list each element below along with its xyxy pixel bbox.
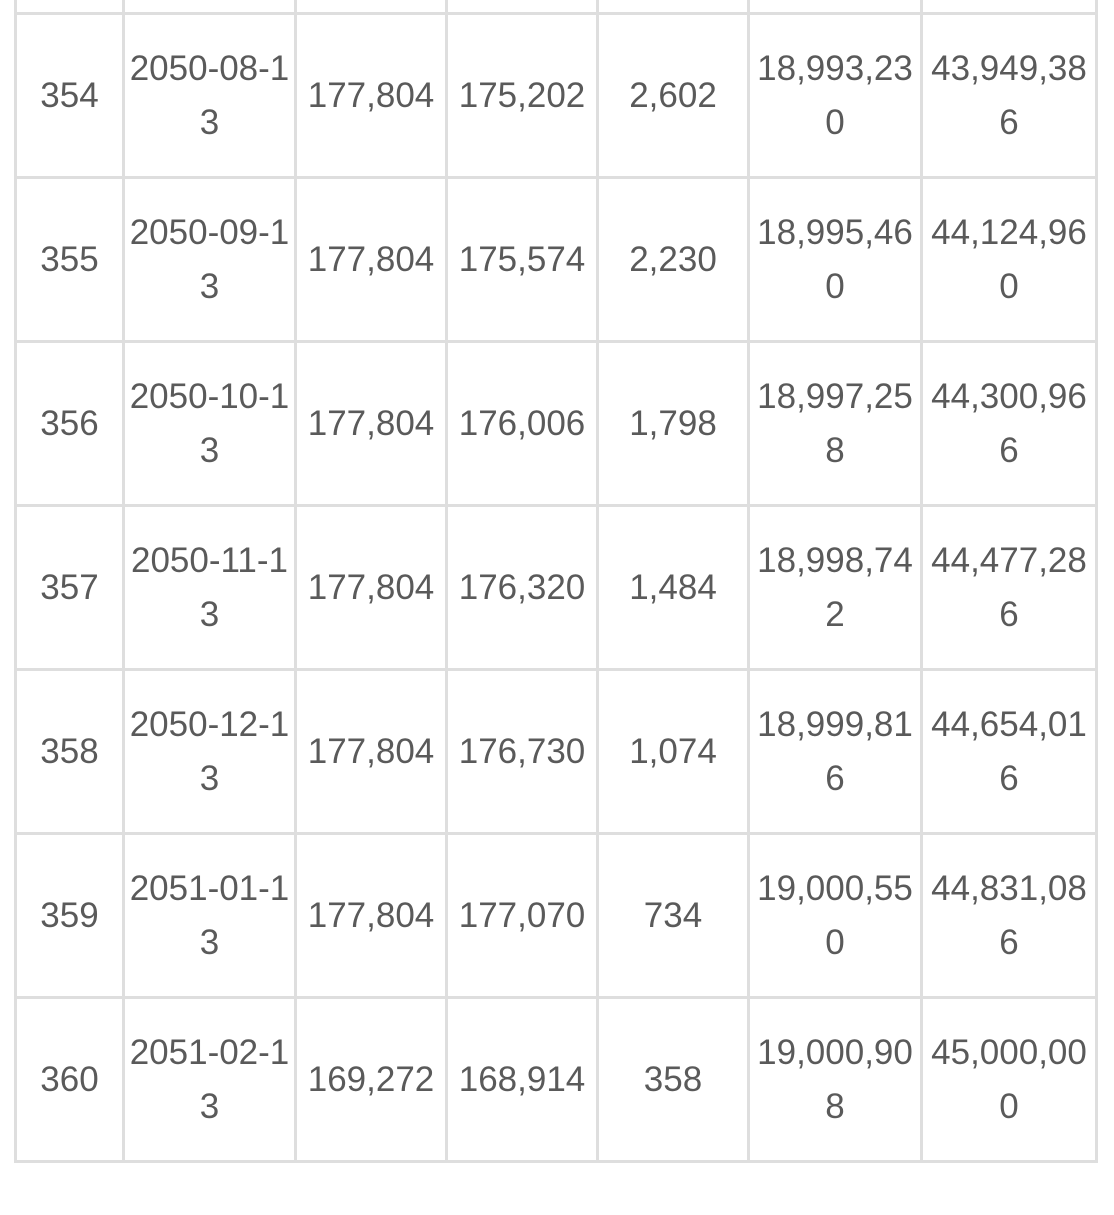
payment-cell: 177,804 [296, 342, 447, 506]
cumulative-principal-cell: 44,831,086 [922, 834, 1097, 998]
row-number-cell: 359 [16, 834, 124, 998]
table-row [16, 998, 1097, 1162]
row-number-cell: 354 [16, 14, 124, 178]
cumulative-principal-cell: 43,949,386 [922, 14, 1097, 178]
table-row [16, 506, 1097, 670]
date-cell: 2050-10-13 [124, 342, 296, 506]
cumulative-interest-cell: 18,999,816 [749, 670, 922, 834]
interest-cell: 734 [598, 834, 749, 998]
payment-cell: 177,804 [296, 506, 447, 670]
date-cell: 2050-12-13 [124, 670, 296, 834]
payment-cell: 177,804 [296, 834, 447, 998]
cumulative-interest-cell: 18,998,742 [749, 506, 922, 670]
principal-cell: 176,320 [447, 506, 598, 670]
cumulative-interest-cell: 18,997,258 [749, 342, 922, 506]
principal-cell: 175,202 [447, 14, 598, 178]
table-row [16, 834, 1097, 998]
payment-cell: 169,272 [296, 998, 447, 1162]
cumulative-interest-cell: 18,993,230 [749, 14, 922, 178]
row-number-cell: 358 [16, 670, 124, 834]
interest-cell: 1,798 [598, 342, 749, 506]
row-number-cell: 357 [16, 506, 124, 670]
date-cell: 2051-01-13 [124, 834, 296, 998]
table-row [16, 342, 1097, 506]
cumulative-interest-cell: 18,995,460 [749, 178, 922, 342]
cumulative-interest-cell: 19,000,908 [749, 998, 922, 1162]
date-cell: 2050-09-13 [124, 178, 296, 342]
cumulative-principal-cell: 44,477,286 [922, 506, 1097, 670]
interest-cell: 1,484 [598, 506, 749, 670]
payment-cell: 177,804 [296, 178, 447, 342]
payment-cell: 177,804 [296, 14, 447, 178]
interest-cell: 1,074 [598, 670, 749, 834]
interest-cell: 2,602 [598, 14, 749, 178]
interest-cell: 358 [598, 998, 749, 1162]
row-number-cell: 356 [16, 342, 124, 506]
schedule-table-container [14, 0, 1098, 1163]
principal-cell: 175,574 [447, 178, 598, 342]
payment-schedule-table [14, 0, 1098, 1163]
principal-cell: 168,914 [447, 998, 598, 1162]
table-row [16, 14, 1097, 178]
row-number-cell: 355 [16, 178, 124, 342]
cumulative-interest-cell: 19,000,550 [749, 834, 922, 998]
principal-cell: 177,070 [447, 834, 598, 998]
principal-cell: 176,730 [447, 670, 598, 834]
payment-cell: 177,804 [296, 670, 447, 834]
principal-cell: 176,006 [447, 342, 598, 506]
table-row-top-partial [16, 0, 1097, 14]
interest-cell: 2,230 [598, 178, 749, 342]
table-row [16, 670, 1097, 834]
cumulative-principal-cell: 44,124,960 [922, 178, 1097, 342]
date-cell: 2050-08-13 [124, 14, 296, 178]
cumulative-principal-cell: 44,654,016 [922, 670, 1097, 834]
cumulative-principal-cell: 45,000,000 [922, 998, 1097, 1162]
table-row [16, 178, 1097, 342]
cumulative-principal-cell: 44,300,966 [922, 342, 1097, 506]
date-cell: 2050-11-13 [124, 506, 296, 670]
row-number-cell: 360 [16, 998, 124, 1162]
date-cell: 2051-02-13 [124, 998, 296, 1162]
